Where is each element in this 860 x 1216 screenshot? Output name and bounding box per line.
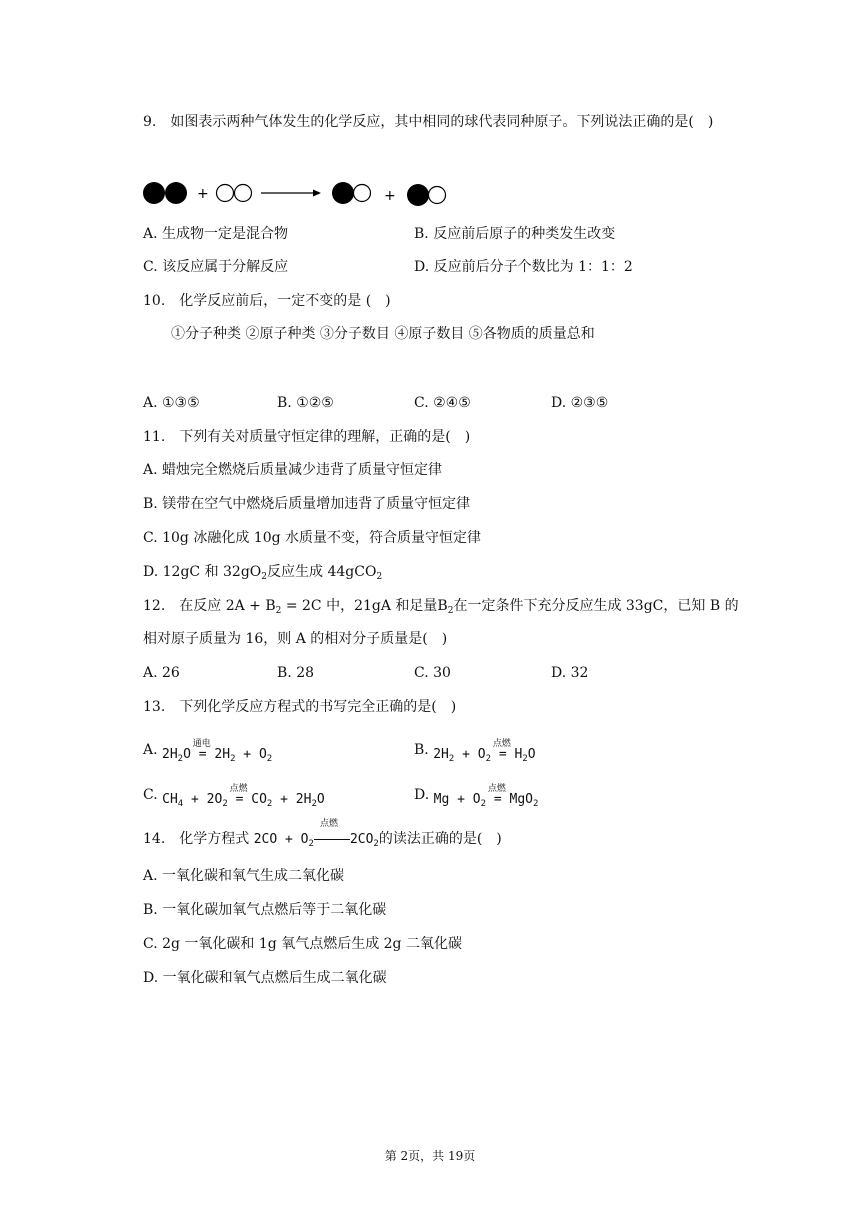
- product-molecule-2: [407, 184, 446, 206]
- plus-sign-2: +: [384, 188, 396, 204]
- q9-option-d[interactable]: D. 反应前后分子个数比为 1：1：2: [414, 259, 633, 275]
- q13-option-d[interactable]: D. $Mg + O_2$ = 点燃 MgO$_2$: [414, 785, 538, 814]
- q10-option-a[interactable]: A. ①③⑤: [143, 395, 200, 411]
- q11-stem: [143, 427, 470, 447]
- q11-option-a[interactable]: A. 蜡烛完全燃烧后质量减少违背了质量守恒定律: [143, 462, 443, 478]
- q9-option-b[interactable]: B. 反应前后原子的种类发生改变: [414, 226, 616, 242]
- q9-text: 如图表示两种气体发生的化学反应，其中相同的球代表同种原子。下列说法正确的是( ): [170, 114, 714, 130]
- q11-text: 下列有关对质量守恒定律的理解，正确的是( ): [179, 429, 471, 445]
- q13-option-c[interactable]: C. $CH_4 + 2O_2$ = 点燃 $CO_2 + 2H_2O$: [143, 785, 325, 814]
- q10-stem: [143, 291, 391, 311]
- q13-option-b[interactable]: B. $2H_2 + O_2$ = 点燃 $H_2O$: [414, 740, 536, 769]
- q12-number: 12.: [143, 598, 166, 614]
- q12-option-c[interactable]: C. 30: [414, 665, 451, 681]
- q13-number: 13.: [143, 699, 166, 715]
- page-footer: 第 2页，共 19页: [384, 1149, 476, 1163]
- q12-option-b[interactable]: B. 28: [277, 665, 315, 681]
- q11-option-c[interactable]: C. 10g 冰融化成 10g 水质量不变，符合质量守恒定律: [143, 530, 482, 546]
- q9-option-a[interactable]: A. 生成物一定是混合物: [143, 226, 289, 242]
- q14-option-d[interactable]: D. 一氧化碳和氧气点燃后生成二氧化碳: [143, 970, 387, 986]
- q10-text: 化学反应前后，一定不变的是 ( ): [179, 293, 391, 309]
- q12-stem-line2: 相对原子质量为 16，则 A 的相对分子质量是( ): [143, 631, 448, 647]
- reactant-molecule-black: [143, 182, 187, 204]
- q9-number: 9.: [143, 114, 157, 130]
- q14-number: 14.: [143, 831, 166, 847]
- q12-option-a[interactable]: A. 26: [143, 665, 180, 681]
- plus-sign-1: +: [197, 186, 209, 202]
- q10-number: 10.: [143, 293, 166, 309]
- equation-a: $2H_2O$ = 通电 $2H_2 + O_2$: [162, 739, 273, 764]
- q14-stem: 14. 化学方程式 $2CO + O_2$ 点燃 $2CO_2$的读法正确的是( ): [143, 829, 502, 854]
- q12-stem-line1: 12. 在反应 $2A + B_2 = 2C$ 中，21gA 和足量$B_2$在一定条件下充分反应生成 33gC，已知 B 的: [143, 598, 739, 616]
- q11-option-d[interactable]: D. 12gC 和 $32gO_2$反应生成 44gCO$_2$: [143, 564, 383, 582]
- reactant-molecule-white: [217, 185, 252, 202]
- q14-equation: $2CO + O_2$ 点燃 $2CO_2$: [253, 819, 379, 849]
- equation-b: $2H_2 + O_2$ = 点燃 $H_2O$: [433, 739, 536, 764]
- q9-reaction-diagram: [140, 176, 460, 212]
- reaction-arrow: [261, 190, 321, 197]
- equation-d: $Mg + O_2$ = 点燃 MgO$_2$: [433, 784, 539, 809]
- equation-c: $CH_4 + 2O_2$ = 点燃 $CO_2 + 2H_2O$: [162, 784, 325, 809]
- q10-option-d[interactable]: D. ②③⑤: [551, 395, 609, 411]
- q10-option-c[interactable]: C. ②④⑤: [414, 395, 471, 411]
- q14-option-c[interactable]: C. 2g 一氧化碳和 1g 氧气点燃后生成 2g 二氧化碳: [143, 936, 462, 952]
- q12-option-d[interactable]: D. 32: [551, 665, 589, 681]
- q10-items: ①分子种类 ②原子种类 ③分子数目 ④原子数目 ⑤各物质的质量总和: [171, 326, 595, 342]
- q11-option-b[interactable]: B. 镁带在空气中燃烧后质量增加违背了质量守恒定律: [143, 496, 471, 512]
- q9-stem: [143, 112, 713, 132]
- q10-option-b[interactable]: B. ①②⑤: [277, 395, 334, 411]
- q14-option-a[interactable]: A. 一氧化碳和氧气生成二氧化碳: [143, 868, 345, 884]
- q13-option-a[interactable]: A. $2H_2O$ = 通电 $2H_2 + O_2$: [143, 740, 272, 769]
- q9-option-c[interactable]: C. 该反应属于分解反应: [143, 259, 289, 275]
- q13-text: 下列化学反应方程式的书写完全正确的是( ): [179, 699, 457, 715]
- q13-stem: [143, 697, 456, 717]
- q11-number: 11.: [143, 429, 166, 445]
- q14-option-b[interactable]: B. 一氧化碳加氧气点燃后等于二氧化碳: [143, 902, 387, 918]
- product-molecule-1: [332, 182, 371, 204]
